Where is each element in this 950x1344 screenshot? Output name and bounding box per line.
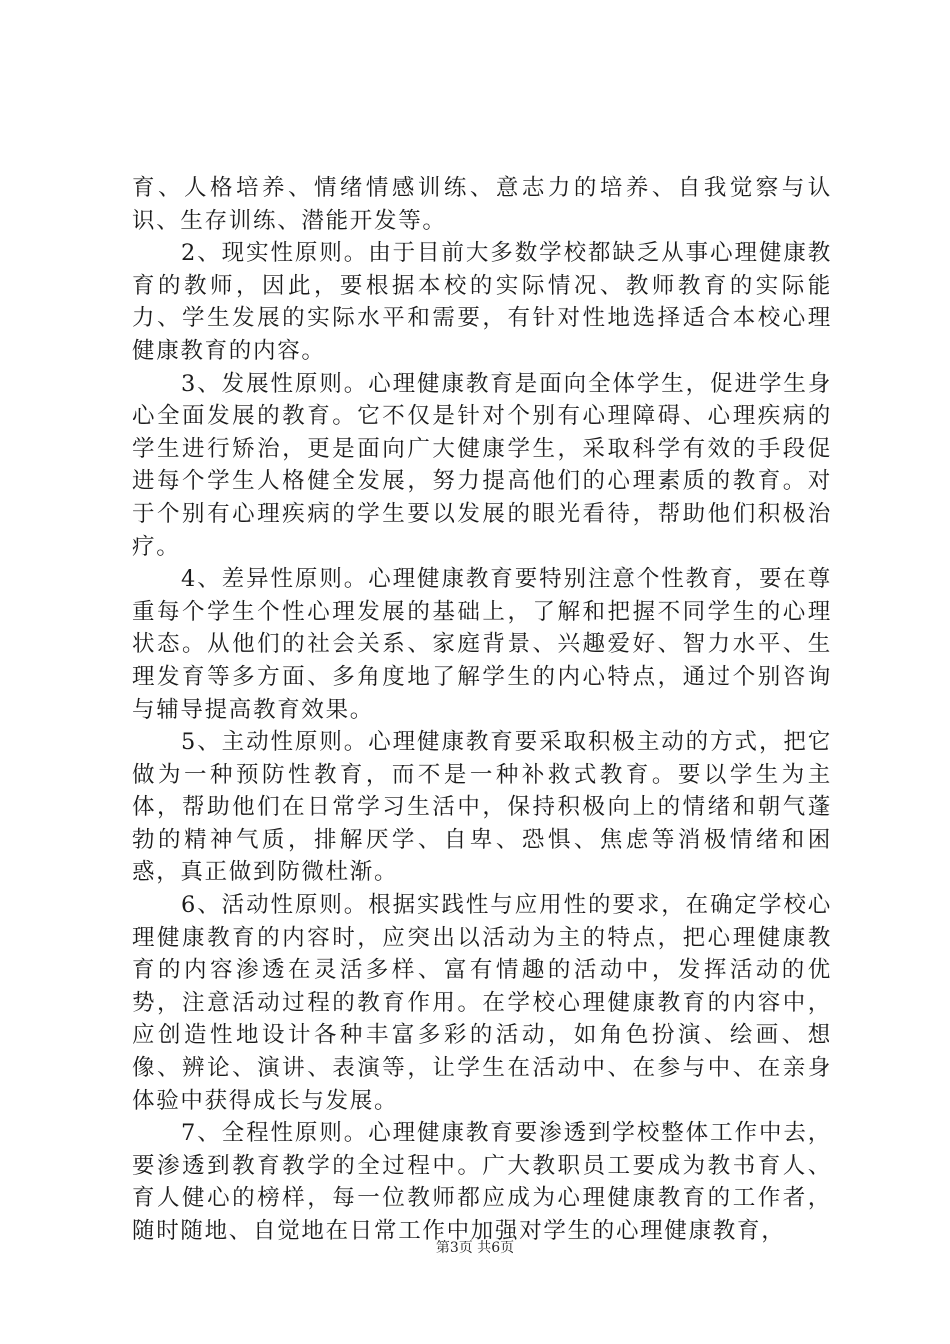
paragraph-principle-5: 5、主动性原则。心理健康教育要采取积极主动的方式，把它做为一种预防性教育，而不是一种补救式教育。要以学生为主体，帮助他们在日常学习生活中，保持积极向上的情绪和朝气蓬勃的精神气质，排解厌学、自卑、恐惧、焦虑等消极情绪和困惑，真正做到防微杜渐。 [132, 729, 832, 886]
page-number-footer: 第3页 共6页 [435, 1240, 515, 1256]
paragraph-principle-7: 7、全程性原则。心理健康教育要渗透到学校整体工作中去，要渗透到教育教学的全过程中。广大教职员工要成为教书育人、育人健心的榜样，每一位教师都应成为心理健康教育的工作者，随时随地、自觉地在日常工作中加强对学生的心理健康教育， [132, 1120, 832, 1244]
paragraph-principle-6: 6、活动性原则。根据实践性与应用性的要求，在确定学校心理健康教育的内容时，应突出以活动为主的特点，把心理健康教育的内容渗透在灵活多样、富有情趣的活动中，发挥活动的优势，注意活动过程的教育作用。在学校心理健康教育的内容中，应创造性地设计各种丰富多彩的活动，如角色扮演、绘画、想像、辨论、演讲、表演等，让学生在活动中、在参与中、在亲身体验中获得成长与发展。 [132, 892, 832, 1114]
paragraph-continuation: 育、人格培养、情绪情感训练、意志力的培养、自我觉察与认识、生存训练、潜能开发等。 [132, 175, 832, 234]
document-body [132, 172, 832, 1248]
paragraph-principle-2: 2、现实性原则。由于目前大多数学校都缺乏从事心理健康教育的教师，因此，要根据本校的实际情况、教师教育的实际能力、学生发展的实际水平和需要，有针对性地选择适合本校心理健康教育的内容。 [132, 240, 832, 364]
paragraph-principle-3: 3、发展性原则。心理健康教育是面向全体学生，促进学生身心全面发展的教育。它不仅是针对个别有心理障碍、心理疾病的学生进行矫治，更是面向广大健康学生，采取科学有效的手段促进每个学生人格健全发展，努力提高他们的心理素质的教育。对于个别有心理疾病的学生要以发展的眼光看待，帮助他们积极治疗。 [132, 370, 832, 560]
paragraph-principle-4: 4、差异性原则。心理健康教育要特别注意个性教育，要在尊重每个学生个性心理发展的基础上，了解和把握不同学生的心理状态。从他们的社会关系、家庭背景、兴趣爱好、智力水平、生理发育等多方面、多角度地了解学生的内心特点，通过个别咨询与辅导提高教育效果。 [132, 566, 832, 723]
